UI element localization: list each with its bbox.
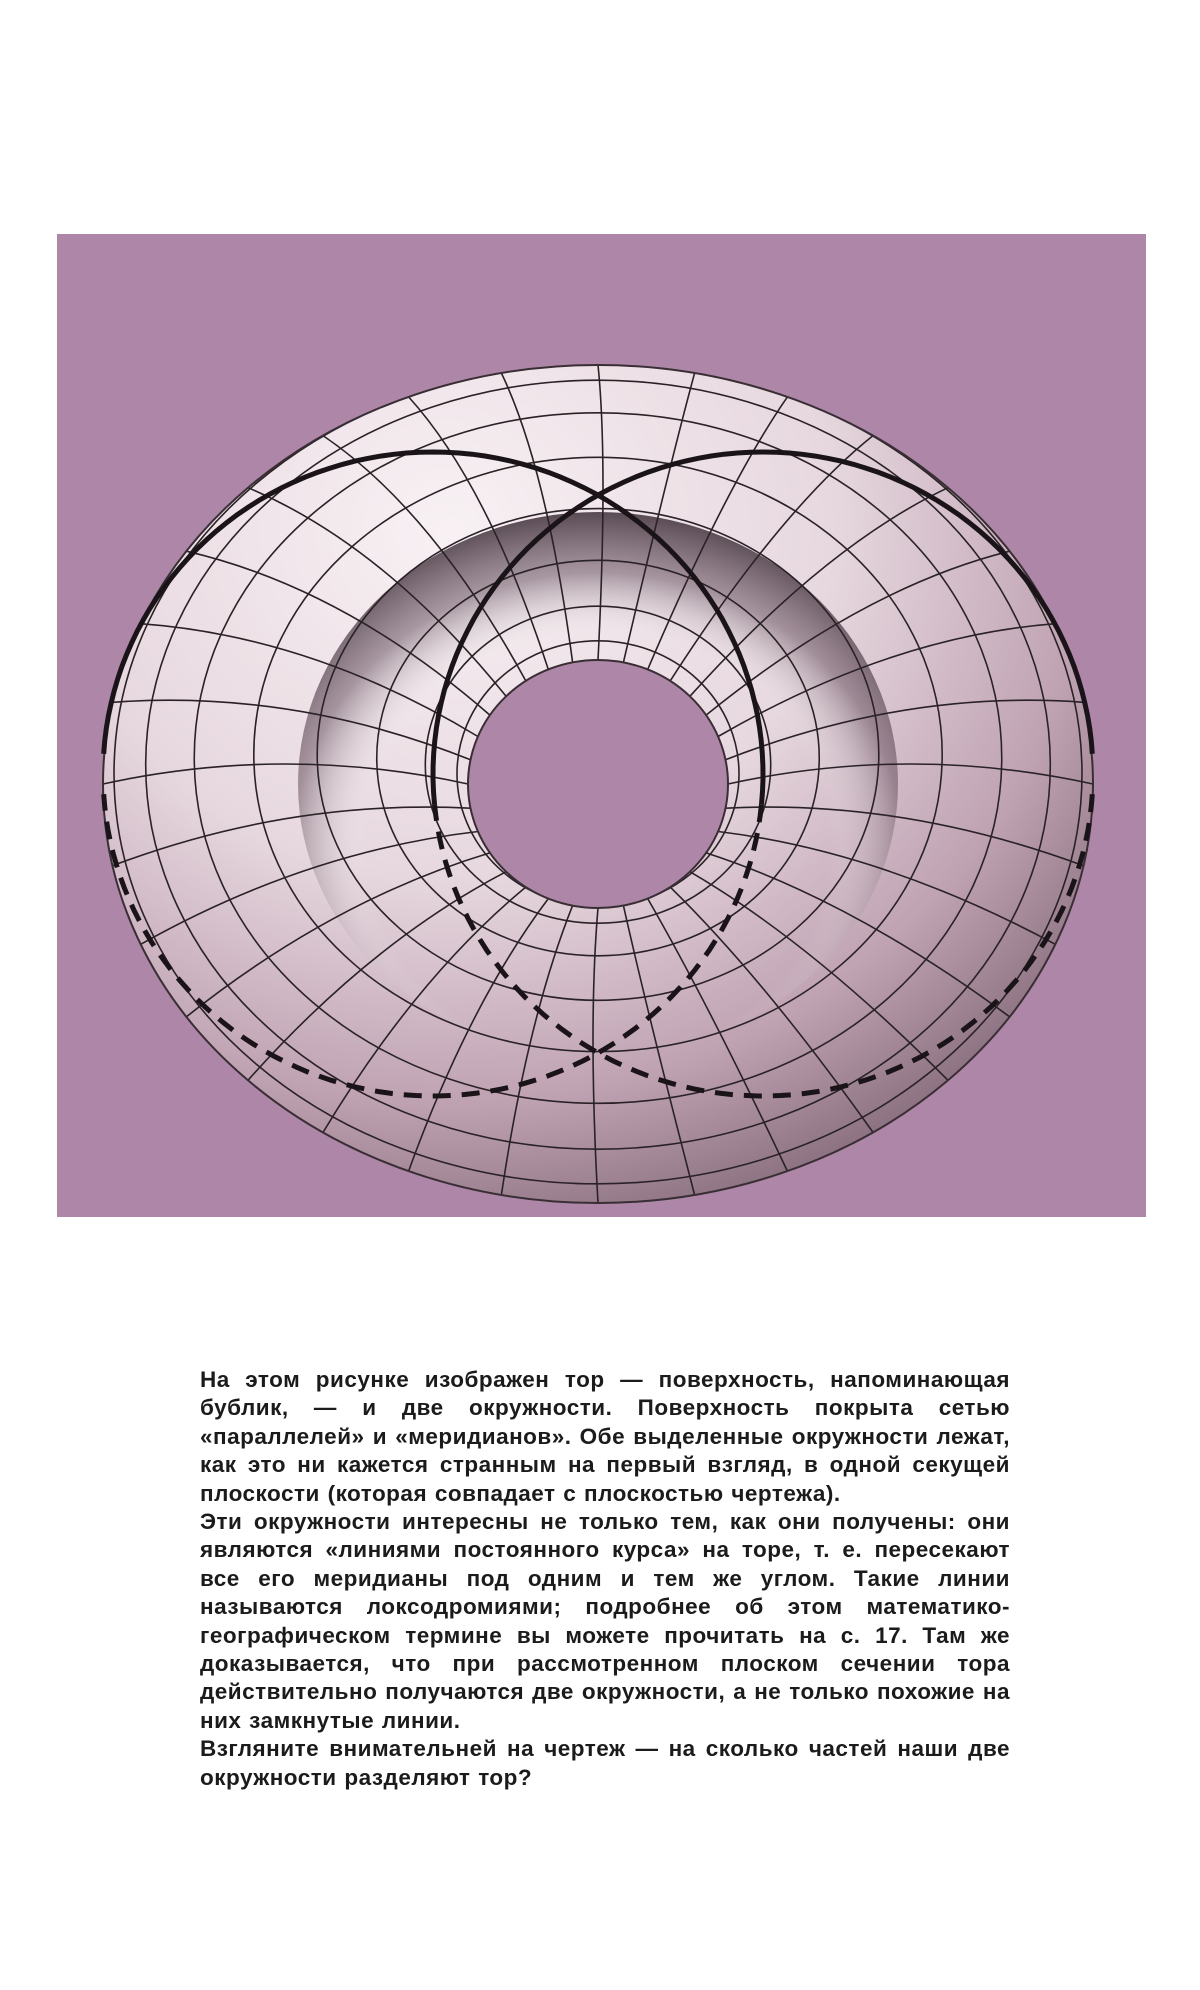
torus-inner-shadow	[298, 512, 898, 1056]
caption-paragraph-2: Эти окружности интересны не только тем, как они получены: они являются «линиями постоянного курса» на торе, т. е. пересекают все его меридианы под одним и тем же углом. Такие линии называются локсодромиями; подробнее об этом математико-географическом термине вы можете прочитать на с. 17. Там же доказывается, что при рассмотренном плоском сечении тора действительно получаются две окружности, а не только похожие на них замкнутые линии.	[200, 1509, 1010, 1733]
figure-caption	[200, 1366, 1010, 1792]
caption-paragraph-3: Взгляните внимательней на чертеж — на сколько частей наши две окружности разделяют тор?	[200, 1736, 1010, 1790]
torus-figure	[57, 234, 1146, 1217]
torus-illustration	[57, 234, 1146, 1217]
caption-paragraph-1: На этом рисунке изображен тор — поверхность, напоминающая бублик, — и две окружности. Поверхность покрыта сетью «параллелей» и «меридианов». Обе выделенные окружности лежат, как это ни кажется странным на первый взгляд, в одной секущей плоскости (которая совпадает с плоскостью чертежа).	[200, 1367, 1010, 1506]
